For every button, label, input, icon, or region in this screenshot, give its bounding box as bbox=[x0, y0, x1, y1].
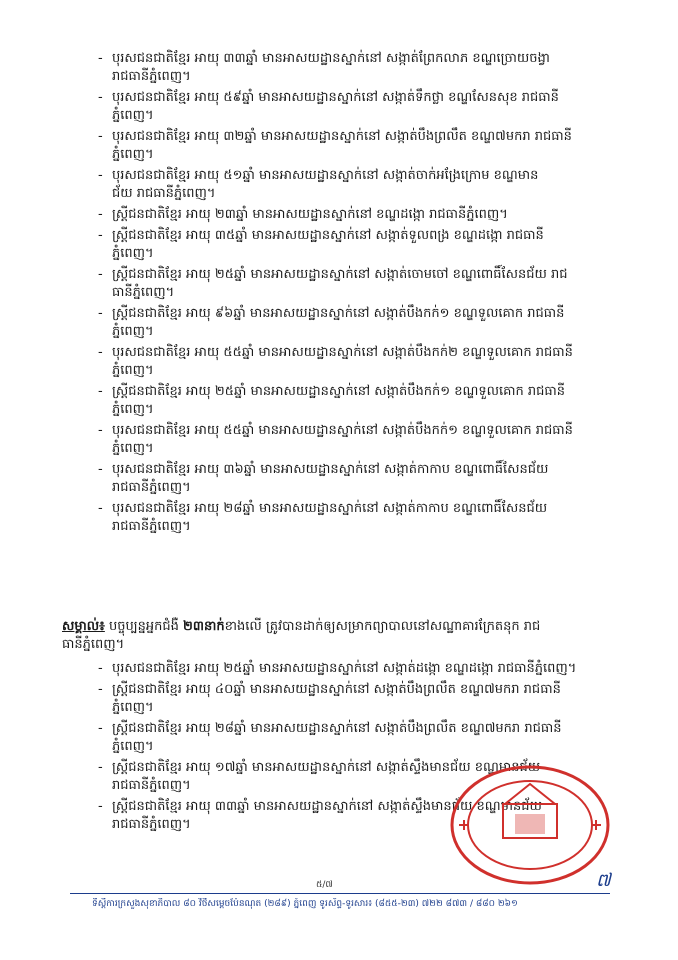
patient-count: ២៣នាក់ bbox=[183, 619, 225, 634]
list-item: - បុរសជនជាតិខ្មែរ អាយុ ៥៥ឆ្នាំ មានអាសយដ្ឋានស្នាក់នៅ សង្កាត់បឹងកក់២ ខណ្ឌទួលគោក រាជធានី ភ្នំពេញ។ bbox=[98, 345, 573, 378]
list-item: - ស្ត្រីជនជាតិខ្មែរ អាយុ ២៣ឆ្នាំ មានអាសយដ្ឋានស្នាក់នៅ ខណ្ឌដង្កោ រាជធានីភ្នំពេញ។ bbox=[98, 207, 508, 222]
list-item: - ស្ត្រីជនជាតិខ្មែរ អាយុ ៣៣ឆ្នាំ មានអាសយដ្ឋានស្នាក់នៅ សង្កាត់ស្ទឹងមានជ័យ ខណ្ឌមានជ័យ រាជធានីភ្នំពេញ។ bbox=[98, 799, 542, 832]
list-item: - ស្ត្រីជនជាតិខ្មែរ អាយុ ៤០ឆ្នាំ មានអាសយដ្ឋានស្នាក់នៅ សង្កាត់បឹងព្រលឹត ខណ្ឌ៧មករា រាជធានី ភ្នំពេញ។ bbox=[98, 682, 561, 715]
page-number: ៥/៧ bbox=[316, 880, 333, 890]
list-item: - បុរសជនជាតិខ្មែរ អាយុ ៣២ឆ្នាំ មានអាសយដ្ឋានស្នាក់នៅ សង្កាត់បឹងព្រលឹត ខណ្ឌ៧មករា រាជធានី ភ្នំពេញ។ bbox=[98, 129, 572, 162]
note-paragraph bbox=[62, 618, 618, 654]
case-list-1 bbox=[98, 50, 618, 539]
list-item: - បុរសជនជាតិខ្មែរ អាយុ ៣៦ឆ្នាំ មានអាសយដ្ឋានស្នាក់នៅ សង្កាត់កាកាប ខណ្ឌពោធិ៍សែនជ័យ រាជធានីភ្នំពេញ។ bbox=[98, 462, 549, 495]
list-item: - បុរសជនជាតិខ្មែរ អាយុ ៥៥ឆ្នាំ មានអាសយដ្ឋានស្នាក់នៅ សង្កាត់បឹងកក់១ ខណ្ឌទួលគោក រាជធានី ភ្នំពេញ។ bbox=[98, 423, 573, 456]
footer-address: ទីស្ដីការក្រសួងសុខាភិបាល ៨០ វិថីសម្ដេចប៉ែនណុត (២៨៩) ភ្នំពេញ ទូរស័ព្ទ-ទូរសារ៖ (៨៥៥-២៣) ៧២២ ៨៧៣ / ៨៨០ ២៦១ bbox=[92, 899, 518, 909]
list-item: - ស្ត្រីជនជាតិខ្មែរ អាយុ ២៥ឆ្នាំ មានអាសយដ្ឋានស្នាក់នៅ សង្កាត់ចោមចៅ ខណ្ឌពោធិ៍សែនជ័យ រាជ ធានីភ្នំពេញ។ bbox=[98, 267, 568, 300]
note-text: ធានីភ្នំពេញ។ bbox=[62, 637, 125, 652]
list-item: - ស្ត្រីជនជាតិខ្មែរ អាយុ ២៨ឆ្នាំ មានអាសយដ្ឋានស្នាក់នៅ សង្កាត់បឹងព្រលឹត ខណ្ឌ៧មករា រាជធានី ភ្នំពេញ។ bbox=[98, 721, 562, 754]
list-item: - បុរសជនជាតិខ្មែរ អាយុ ៥៩ឆ្នាំ មានអាសយដ្ឋានស្នាក់នៅ សង្កាត់ទឹកថ្លា ខណ្ឌសែនសុខ រាជធានី ភ្នំពេញ។ bbox=[98, 90, 559, 123]
list-item: - ស្ត្រីជនជាតិខ្មែរ អាយុ ៣៥ឆ្នាំ មានអាសយដ្ឋានស្នាក់នៅ សង្កាត់ទួលពង្រ ខណ្ឌដង្កោ រាជធានី ភ្នំពេញ។ bbox=[98, 228, 544, 261]
list-item: - ស្ត្រីជនជាតិខ្មែរ អាយុ ២៥ឆ្នាំ មានអាសយដ្ឋានស្នាក់នៅ សង្កាត់បឹងកក់១ ខណ្ឌទួលគោក រាជធានី ភ្នំពេញ។ bbox=[98, 384, 566, 417]
note-text: ខាងលើ ត្រូវបានដាក់ឲ្យសម្រាកព្យាបាលនៅសណ្ឋាគារក្រែតនុក រាជ bbox=[224, 619, 541, 634]
list-item: - ស្ត្រីជនជាតិខ្មែរ អាយុ ៩៦ឆ្នាំ មានអាសយដ្ឋានស្នាក់នៅ សង្កាត់បឹងកក់១ ខណ្ឌទួលគោក រាជធានី ភ្នំពេញ។ bbox=[98, 306, 565, 339]
list-item: - បុរសជនជាតិខ្មែរ អាយុ ២៨ឆ្នាំ មានអាសយដ្ឋានស្នាក់នៅ សង្កាត់កាកាប ខណ្ឌពោធិ៍សែនជ័យ រាជធានីភ្នំពេញ។ bbox=[98, 501, 548, 534]
list-item: - បុរសជនជាតិខ្មែរ អាយុ ២៥ឆ្នាំ មានអាសយដ្ឋានស្នាក់នៅ សង្កាត់ដង្កោ ខណ្ឌដង្កោ រាជធានីភ្នំពេញ។ bbox=[98, 661, 577, 676]
official-seal-icon bbox=[445, 760, 615, 890]
list-item: - បុរសជនជាតិខ្មែរ អាយុ ៣៣ឆ្នាំ មានអាសយដ្ឋានស្នាក់នៅ សង្កាត់ព្រែកលាភ ខណ្ឌច្រោយចង្វា រាជធានីភ្នំពេញ។ bbox=[98, 51, 550, 84]
signature-mark: ៧ bbox=[596, 870, 611, 891]
note-text: បច្ចុប្បន្នអ្នកជំងឺ bbox=[104, 619, 184, 634]
footer-divider bbox=[70, 893, 610, 894]
note-label: សម្គាល់៖ bbox=[62, 619, 105, 634]
list-item: - ស្ត្រីជនជាតិខ្មែរ អាយុ ១៧ឆ្នាំ មានអាសយដ្ឋានស្នាក់នៅ សង្កាត់ស្ទឹងមានជ័យ ខណ្ឌមានជ័យ រាជធានីភ្នំពេញ។ bbox=[98, 760, 541, 793]
list-item: - បុរសជនជាតិខ្មែរ អាយុ ៥១ឆ្នាំ មានអាសយដ្ឋានស្នាក់នៅ សង្កាត់ចាក់អង្រែក្រោម ខណ្ឌមាន ជ័យ រាជធានីភ្នំពេញ។ bbox=[98, 168, 539, 201]
